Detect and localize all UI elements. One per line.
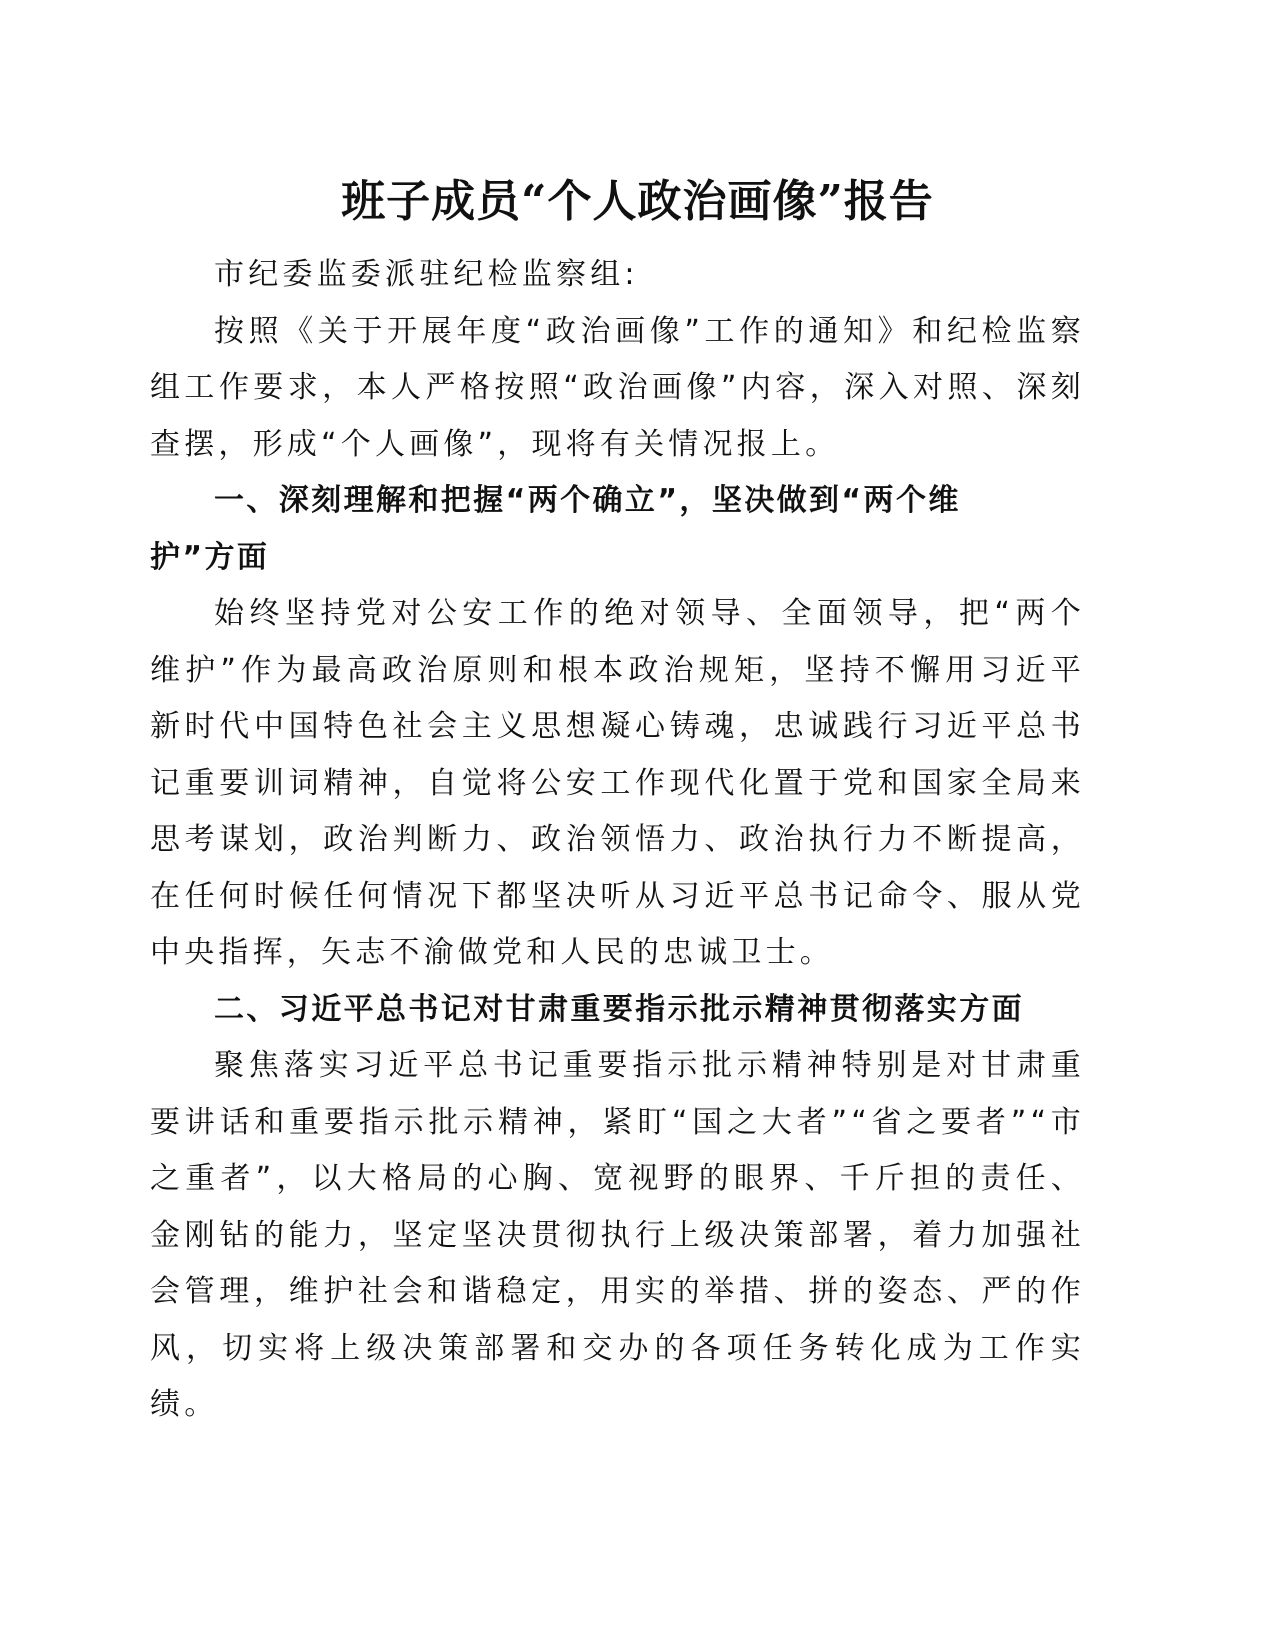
section-body-1: 始终坚持党对公安工作的绝对领导、全面领导，把“两个维护”作为最高政治原则和根本政治规矩，坚持不懈用习近平新时代中国特色社会主义思想凝心铸魂，忠诚践行习近平总书记重要训词精神，自觉将公安工作现代化置于党和国家全局来思考谋划，政治判断力、政治领悟力、政治执行力不断提高，在任何时候任何情况下都坚决听从习近平总书记命令、服从党中央指挥，矢志不渝做党和人民的忠诚卫士。	[150, 596, 1085, 970]
section-heading-1: 一、深刻理解和把握“两个确立”，坚决做到“两个维护”方面	[150, 483, 961, 575]
document-body	[150, 247, 1085, 1434]
section-body-2: 聚焦落实习近平总书记重要指示批示精神特别是对甘肃重要讲话和重要指示批示精神，紧盯“国之大者”“省之要者”“市之重者”，以大格局的心胸、宽视野的眼界、千斤担的责任、金刚钻的能力，坚定坚决贯彻执行上级决策部署，着力加强社会管理，维护社会和谐稳定，用实的举措、拼的姿态、严的作风，切实将上级决策部署和交办的各项任务转化成为工作实绩。	[150, 1048, 1085, 1422]
section-heading-2: 二、习近平总书记对甘肃重要指示批示精神贯彻落实方面	[214, 991, 1024, 1027]
salutation: 市纪委监委派驻纪检监察组:	[214, 257, 639, 292]
intro-paragraph: 按照《关于开展年度“政治画像”工作的通知》和纪检监察组工作要求，本人严格按照“政治画像”内容，深入对照、深刻查摆，形成“个人画像”，现将有关情况报上。	[150, 313, 1085, 462]
document-title: 班子成员“个人政治画像”报告	[341, 176, 934, 227]
